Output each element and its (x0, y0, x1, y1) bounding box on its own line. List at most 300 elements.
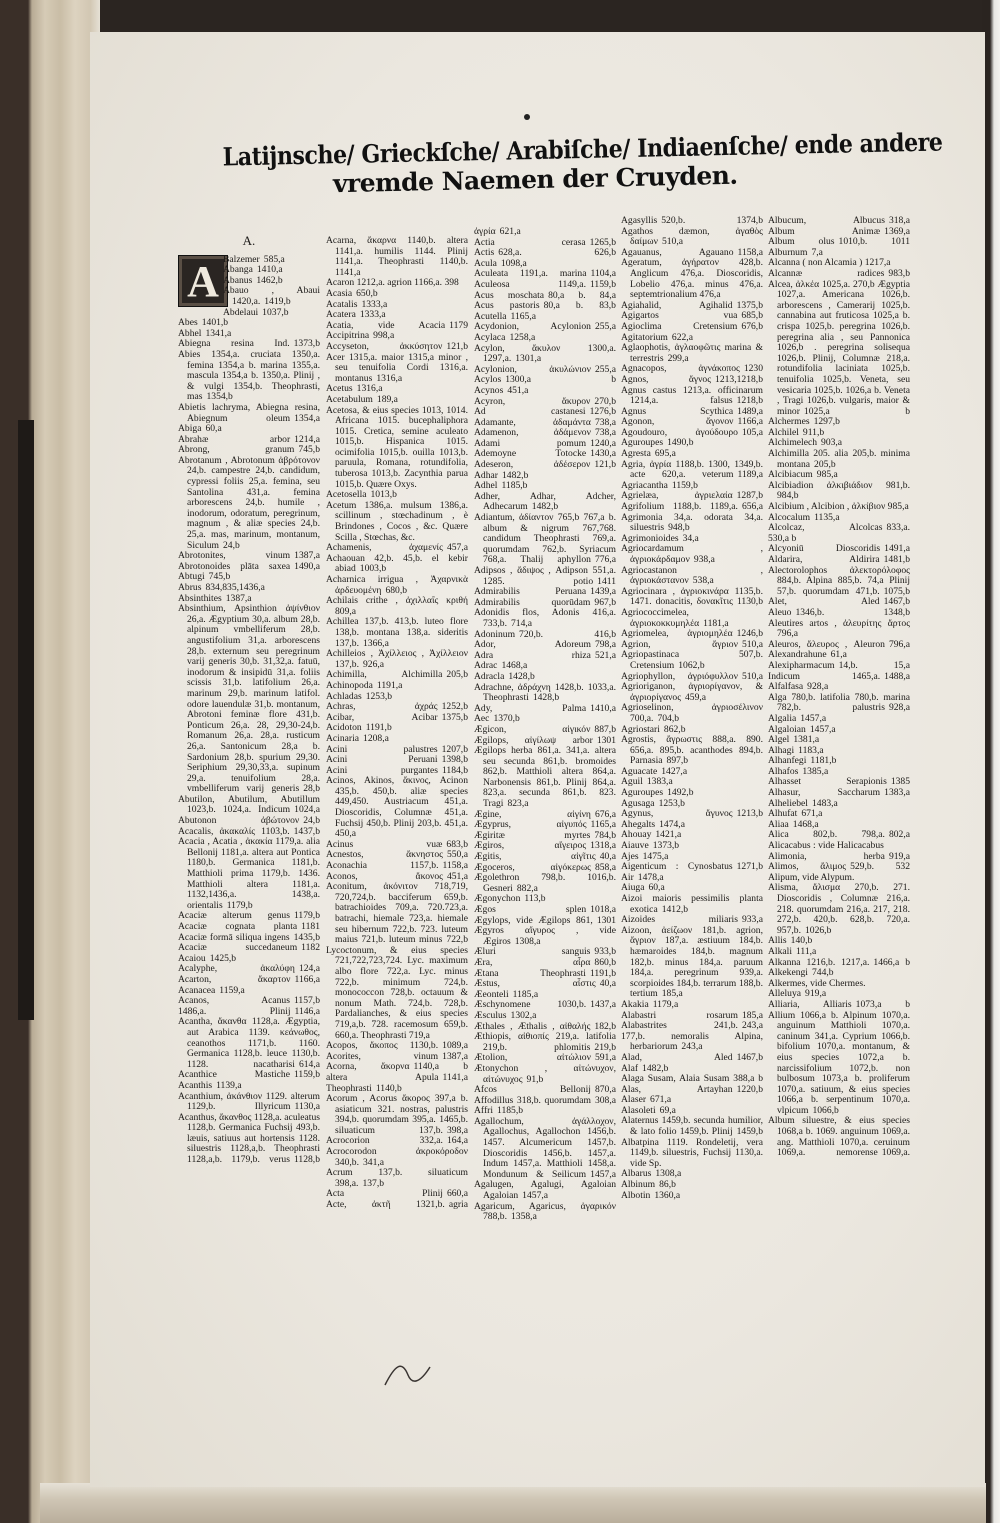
entry-page-reference: 1179 (449, 319, 468, 331)
entry-page-reference: 1141,a (442, 1071, 468, 1083)
entry-term: Abrotonites, vinum (178, 550, 291, 562)
index-entry (621, 1053, 763, 1064)
entry-page-reference: 1468,a (792, 818, 819, 830)
entry-page-reference: 270,b (594, 395, 616, 407)
entry-term: Adami pomum (474, 437, 587, 449)
entry-term: Aculeosa 1149,a. (474, 278, 586, 290)
entry-page-reference: 308,a (594, 1094, 616, 1106)
entry-term: Acetosa, & eius species 1013, 1014. Africana 1015. bucephaliphora 1015. Cretica, semine aculeato 1015,b. Hispanica 1015. ocimifolia 1015,b. ouilla 1013,b. paruula, Romana, rotundifolia, tuberosa 1013,b. Zacynthia parua 1015,b. Quære Oxys. (326, 404, 468, 490)
entry-term: Abhel (178, 327, 202, 339)
entry-page-reference: 1025,a b (803, 405, 910, 417)
entry-term: Acini Peruani (326, 754, 438, 766)
entry-term: Abanga (223, 264, 253, 276)
entry-page-reference: 926,a (362, 658, 385, 670)
entry-term: Absinthites (178, 592, 222, 604)
index-entry (621, 513, 763, 534)
entry-term: Alexipharmacum (768, 659, 835, 671)
entry-term: Aldarira, Aldirira (768, 554, 880, 565)
entry-term: Ageratum, ἀγήρατον 428,b. Anglicum 476,a. Dioscoridis, Lobelio 476,a. minus 476,a. septemtrionalium 476,a (621, 257, 763, 301)
entry-page-reference: 1308,a (655, 1168, 682, 1180)
entry-page-reference: 1354,b (206, 391, 233, 403)
entry-term: Adhel (474, 480, 498, 492)
entry-term: Actis (474, 247, 495, 259)
index-entry (326, 1094, 468, 1136)
entry-term: Acanthus, ἄκανθος 1128,a. aculeatus 1128,b. Germanica Fuchsij 493,b. læuis, satiuus aut hortensis 1128. siluestris 1128,a,b. Theophrasti 1128,a,b. 1179,b. verus (178, 1111, 320, 1166)
entry-term: Abdelaui (223, 306, 259, 318)
entry-page-reference: 796,a (888, 638, 910, 650)
entry-term: Acatia, vide Acacia (326, 319, 446, 331)
entry-term: Indicum 1465,a. (768, 670, 881, 682)
entry-page-reference: 1184,b (441, 764, 468, 776)
entry-page-reference: 1419,b (264, 295, 291, 307)
entry-term: Aizoides miliaris (621, 914, 738, 926)
book-cover-edge (18, 420, 34, 1020)
index-entry (474, 513, 616, 566)
entry-page-reference: 1218,b (736, 395, 763, 407)
entry-term: Alkekengi (768, 967, 808, 979)
entry-term: Album Animæ (768, 225, 881, 237)
entry-term: Acynos (474, 384, 504, 396)
entry-term: Algel (768, 734, 790, 746)
index-entry (326, 882, 468, 946)
index-entry (621, 258, 763, 300)
entry-page-reference: 219,b (594, 1041, 616, 1053)
entry-page-reference: 1341,a (205, 327, 232, 339)
entry-term: Aleutires artos , ἀλευρίτης ἄρτος 796,a (768, 617, 910, 640)
entry-term: Albotin (621, 1189, 651, 1201)
entry-page-reference: 105,a (741, 426, 763, 438)
entry-term: Agriococcimelea, ἀγριοκοκκυμηλέα (621, 606, 700, 629)
entry-term: Acatera (326, 309, 356, 321)
entry-page-reference: 1158,a (737, 246, 763, 258)
entry-page-reference: 1185,b (501, 480, 528, 492)
entry-term: Acylon, ἄκυλον 1300,a. 1297,a. (474, 342, 616, 365)
entry-term: Albatpina 1119. Rondeletij, vera 1149,b. siluestris, Fuchsij 1130,a. vide Sp. (621, 1136, 763, 1169)
index-entry (621, 1116, 763, 1137)
entry-term: Alicacabus : vide Halicacabus (768, 840, 884, 852)
entry-term: Absinthium, Apsinthion ἀψίνθιον 26,a. Ægyptium 30,a. album 28,b. alpinum vmbelliferum 28,b. angustifolium 31,a. arborescens 28,b. externum seu peregrinum varij generis 30,b. 31,32,a. fatuū, inodorum & insipidū 31,a. foliis scissis 31,b. latifolium 26,a. marinum 29,b. marinum latifol. odore lauendulæ 31,b. montanum, Abrotoni feminæ flore 431,b. Ponticum 26,a. 28, 29,30-24,b. Romanum 26,a. 28,a. rusticum 26,a. Santonicum 28,a b. Sardonium 28,b. spurium 29,30. Seriphium 29,30,33,a. supinum 29,a. tenuifolium 28,a. vmbelliferum varij generis (178, 603, 320, 795)
entry-term: Acutella (474, 310, 507, 322)
entry-page-reference: 933,b (594, 946, 616, 958)
entry-term: Acini palustres (326, 743, 438, 755)
entry-term: Agriacantha (621, 479, 668, 491)
entry-page-reference: 676,a (594, 808, 616, 820)
entry-term: Alabastri rosarum (621, 1009, 738, 1021)
entry-page-reference: 61,a (830, 649, 847, 661)
entry-term: Ador, Adoreum (474, 639, 591, 651)
entry-term: Acrum 137,b. siluaticum 398,a. (326, 1167, 468, 1189)
entry-term: Acus pastoris (474, 300, 540, 312)
entry-page-reference: 738,a (594, 427, 616, 439)
entry-page-reference: 1385 (890, 776, 910, 788)
entry-page-reference: 185,a (661, 988, 683, 1000)
entry-page-reference: 928,a (888, 702, 910, 714)
entry-term: Acinaria (326, 732, 360, 744)
entry-page-reference: 1191,b (365, 722, 392, 734)
entry-page-reference: 919,a (805, 988, 827, 1000)
entry-term: Balzemer (223, 253, 260, 265)
entry-page-reference: 985,a (816, 469, 838, 481)
entry-term: Algaloian (768, 723, 806, 735)
entry-page-reference: 621,a (499, 226, 521, 237)
index-entry (474, 344, 616, 365)
entry-term: Alhasset Serapionis (768, 776, 887, 788)
index-entry (178, 1092, 320, 1113)
index-entry (474, 1032, 616, 1053)
entry-page-reference: 550,a (446, 849, 468, 861)
entry-page-reference: 1189,a (737, 469, 763, 481)
entry-term: Alhufat (768, 808, 798, 820)
entry-page-reference: 459,a (685, 691, 707, 703)
entry-term: Agriocardamum , ἀγριοκάρδαμον (621, 543, 763, 565)
entry-page-reference: 121,b (594, 459, 616, 471)
entry-term: 1486,a. Plinij (178, 1005, 291, 1017)
entry-page-reference: 1467,b (736, 1051, 763, 1063)
entry-term: Agnacopos, ἀγνάκοπος (621, 363, 740, 375)
entry-term: Agriopastinaca 507,b. Cretensium (621, 649, 763, 671)
entry-term: Acyron, ἄκυρον (474, 395, 591, 407)
entry-page-reference: 91,b (526, 1073, 544, 1085)
entry-term: Acaiou (178, 952, 206, 964)
entry-page-reference: 1240,a (590, 437, 616, 449)
entry-term: Alfalfasa (768, 681, 804, 693)
entry-page-reference: 1128,b (293, 1154, 320, 1166)
entry-page-reference: 1158,a (442, 860, 468, 872)
entry-page-reference: 255,a (594, 363, 616, 375)
entry-term: Acasia (326, 287, 353, 299)
entry-term: Alhasur, Saccharum (768, 787, 881, 799)
entry-term: Aizoon, ἀείζωον 181,b. agrion, ἄγριον 187,a. æstiuum 184,b. hæmaroides 184,b. magnum 182,b. minus 184,a. paruum 184,a. peregrinum 939,a. scorpioides 184,b. terrarum 188,b. tertium (621, 924, 763, 1000)
entry-term: Agriomelea, ἀγριομηλέα (621, 628, 733, 640)
entry-term: Alaga Susam, Alaia Susam (621, 1073, 730, 1085)
ink-scribble-mark (380, 1355, 440, 1395)
index-entry (621, 544, 763, 565)
entry-term: Alasoleti (621, 1104, 656, 1116)
index-entry (474, 746, 616, 810)
entry-term: Acanthium, ἀκάνθιον 1129. alterum 1129,b. Illyricum (178, 1090, 320, 1113)
entry-page-reference: 86,b (659, 1179, 676, 1191)
entry-term: Afcos Bellonij (474, 1084, 591, 1096)
entry-term: Æluri sanguis (474, 946, 591, 958)
entry-page-reference: 745,b (208, 571, 231, 583)
entry-term: Alhagi (768, 744, 795, 756)
entry-term: Acorites, vinum (326, 1050, 439, 1062)
entry-term: Agrostis, ἄγρωστις 888,a. 890. 656,a. 895,b. acanthodes 894,b. Parnasia (621, 734, 763, 767)
entry-term: Ægitis, αἰγῖτις (474, 851, 596, 863)
index-entry (768, 1116, 910, 1158)
entry-term: Ætolion, αἰτώλιον (474, 1052, 591, 1064)
entry-term: Alkanna 1216,b. 1217,a. (768, 956, 870, 968)
entry-term: Ademoyne Totocke (474, 448, 587, 460)
entry-term: Æeonteli (474, 988, 509, 1000)
entry-page-reference: 1013,b (370, 489, 397, 501)
entry-page-reference: 189,a (376, 393, 398, 405)
entry-page-reference: 1482,b (501, 469, 529, 481)
entry-page-reference: 1276,b (589, 406, 616, 418)
entry-term: Alcolcaz, Alcolcas (768, 522, 883, 534)
entry-page-reference: 720,b. 416,b (519, 628, 616, 640)
entry-page-reference: 1300,a b (505, 374, 616, 386)
entry-term: Aiauve (621, 840, 649, 852)
entry-term: Alcyoniū Dioscoridis (768, 543, 881, 555)
entry-page-reference: 1333,a (361, 298, 388, 310)
entry-term: Alabastrites 241,b. (621, 1020, 738, 1032)
entry-term: Alchimelech (768, 437, 818, 449)
index-entry (326, 1168, 468, 1189)
index-entry (474, 1064, 616, 1085)
index-entry (768, 1011, 910, 1117)
entry-term: Alet, Aled (768, 596, 880, 608)
entry-page-reference: 1159,b (589, 278, 616, 290)
entry-term: Alaternus 1459,b. secunda humilior, & lato folio 1459,b. Plinij (621, 1115, 763, 1138)
entry-page-reference: 744,b (811, 967, 834, 979)
index-entry (474, 566, 616, 587)
index-entry (326, 617, 468, 649)
entry-term: Acarton, ἄκαρτον (178, 973, 291, 985)
entry-term: Adeseron, ἀδέσερον (474, 459, 591, 471)
index-column-4 (621, 216, 763, 1201)
entry-page-reference: 1462,b (256, 274, 283, 286)
entry-term: Abes (178, 317, 198, 329)
entry-page-reference: 1301 (596, 734, 616, 746)
entry-term: Acylos (474, 374, 502, 386)
entry-page-reference: 1179,b (293, 910, 320, 922)
entry-page-reference: 1208,a (363, 732, 389, 744)
entry-page-reference: 862,b (663, 723, 686, 735)
entry-term: Abies 1354,a. cruciata 1350,a. femina 1354,a b. marina 1355,a. mascula 1354,a b. 1350,a. Plinij , & vulgi 1354,b. Theophrasti, mas (178, 348, 320, 403)
index-entry (474, 926, 616, 947)
entry-page-reference: 1383,a (884, 787, 910, 799)
entry-term: Air (621, 871, 634, 883)
entry-term: Acaciæ formā siliqua ingens (178, 931, 290, 943)
entry-term: Alad, Aled (621, 1051, 733, 1063)
entry-page-reference: 510,a (741, 670, 763, 682)
entry-term: Aizoi maioris pessimilis planta exotica (621, 893, 763, 915)
entry-page-reference: 614,a (298, 1058, 320, 1070)
entry-term: Acidoton (326, 722, 362, 734)
entry-page-reference: 1490,a (294, 560, 320, 572)
printer-mark-dot (524, 114, 530, 120)
entry-page-reference: 1003,b (359, 563, 387, 575)
title-line-2: vremde Naemen der Cruyden. (332, 160, 738, 199)
entry-term: Alburnum (768, 246, 808, 258)
entry-page-reference: 529,b. 532 (850, 861, 910, 873)
index-entry (621, 703, 763, 724)
entry-page-reference: 1182 (301, 942, 320, 954)
entry-page-reference: 1159,b (293, 1069, 320, 1081)
entry-page-reference: 776,a (594, 554, 616, 566)
entry-page-reference: 622,a (671, 331, 693, 343)
index-entry (474, 608, 616, 629)
entry-page-reference: 938,a (693, 554, 715, 565)
entry-page-reference: 1346,b. 1348,b (795, 606, 910, 618)
entry-term: Aiuga (621, 882, 645, 894)
entry-page-reference: 1398,b (441, 754, 468, 766)
index-entry (326, 1200, 468, 1211)
entry-page-reference: 860,b (594, 956, 616, 968)
entry-term: Achras, ἀχράς (326, 701, 438, 713)
entry-term: Æstus, αἶστις (474, 978, 596, 990)
entry-term: Achilais crithe , ἀχιλλαΐς κριθή 809,a (326, 595, 468, 617)
entry-page-reference: 1381,a (793, 734, 820, 746)
entry-page-reference: 1427,a (661, 765, 688, 777)
entry-term: Acanacea (178, 984, 216, 996)
index-entry (768, 883, 910, 936)
entry-page-reference: 1428,b (508, 670, 535, 682)
entry-term: Achaouan 42,b. 45,b. el kebir abiad (326, 552, 468, 575)
entry-page-reference: 1466,a b (873, 956, 910, 968)
index-entry (178, 837, 320, 911)
entry-page-reference: 1213,b (736, 808, 763, 820)
entry-page-reference: 745,b (298, 444, 320, 456)
entry-page-reference: 521,a (594, 649, 616, 661)
entry-term: Achilleios , Ἀχίλλειος , Ἀχίλλειον 137,b. (326, 648, 468, 670)
entry-term: altera Apula (326, 1071, 439, 1083)
entry-page-reference: 510,a (661, 236, 683, 248)
entry-term: Acula (474, 257, 497, 269)
entry-term: Ady, Palma (474, 702, 587, 714)
entry-page-reference: 1457,a (522, 1190, 549, 1202)
entry-term: Alheliebel (768, 797, 808, 809)
index-column-2 (326, 236, 468, 1211)
entry-term: Alkali (768, 945, 792, 957)
entry-term: Acta Plinij (326, 1188, 443, 1200)
entry-page-reference: 680,b (385, 584, 408, 596)
entry-term: Aleuo (768, 606, 792, 618)
entry-page-reference: 1166,a (737, 416, 763, 428)
entry-page-reference: 1475,a (642, 850, 669, 862)
entry-page-reference: 967,b (594, 596, 616, 608)
entry-term: Lycoctonum, & eius species 721,722,723,724. Lyc. maximum albo flore 722,a. Lyc. minus 722,b. minimum 724,b. monococcon 728,b. octauum & nonum Math. 724,b. 728,b. Pardalianches, & eius species 719,a,b. 728. racemosum 659,b. 660,a. Theophrasti 719,a (326, 944, 468, 1041)
entry-page-reference: 1316,a (376, 372, 403, 384)
entry-term: Alcannæ radices (768, 267, 885, 279)
entry-term: Allis (768, 935, 787, 947)
entry-page-reference: 1179,a (652, 998, 679, 1010)
index-entry (326, 236, 468, 278)
entry-term: Abauo , Abaui 1420,a. (223, 285, 320, 307)
entry-page-reference: 124,a (298, 963, 320, 975)
index-entry (326, 554, 468, 575)
index-entry (768, 449, 910, 470)
entry-page-reference: 1488,a (884, 670, 910, 682)
entry-page-reference: 1482,b (531, 501, 559, 513)
entry-term: Alisma, ἄλισμα 270,b. 271. Dioscoridis , Columnæ 216,a. 218. quorumdam 216,a. 217, 218. 272,b. 420,b. 628,b. 720,a. 957,b. (768, 882, 910, 936)
entry-term: Acopos, ἄκοπος 1130,b. (326, 1040, 439, 1052)
entry-term: Ægine, αἰγίνη (474, 808, 591, 820)
entry-term: Agriocastanon , ἀγριοκάστανον (621, 564, 763, 587)
entry-page-reference: 1439,a (590, 586, 616, 598)
entry-page-reference: 683,b (446, 838, 468, 850)
entry-term: Alchermes (768, 416, 810, 428)
entry-term: Alga 780,b. latifolia 780,b. marina 782,b. palustris (768, 691, 910, 714)
entry-term: Ægolethron 798,b. 1016,b. Gesneri (474, 872, 616, 894)
entry-term: Alcanna ( non Alcamia ) 1217,a (768, 257, 891, 269)
entry-term: Abutonon ἀβώτονον (178, 815, 300, 827)
entry-page-reference: 1421,a (655, 829, 682, 841)
index-entry (178, 604, 320, 795)
entry-page-reference: 1302,a (510, 1009, 537, 1021)
index-entry (768, 280, 910, 418)
entry-page-reference: 1062,b (678, 659, 705, 671)
entry-page-reference: 1220,b (736, 1083, 763, 1095)
entry-term: Alica 802,b. 798,a. (768, 829, 885, 841)
entry-term: Agoudouro, ἀγούδουρο (621, 426, 738, 438)
entry-term: Acus moschata (474, 289, 545, 301)
entry-term: Ahegalts (621, 818, 656, 830)
entry-page-reference: 685,b (741, 310, 763, 322)
index-entry (178, 795, 320, 816)
entry-page-reference: 1383,a (646, 776, 673, 788)
entry-page-reference: 137,b (362, 1177, 385, 1189)
entry-term: Agauanus, Agauano (621, 246, 734, 258)
entry-page-reference: 1066,b (812, 1104, 839, 1116)
entry-term: Aleuros, ἄλευρος , Aleuron (768, 638, 885, 650)
index-column-5 (768, 216, 910, 1159)
entry-page-reference: 1181,b (810, 755, 837, 767)
entry-term: 530,a b (768, 532, 797, 544)
entry-term: Acer 1315,a. maior 1315,a minor , seu tenuifolia Cordi 1316,a. montanus (326, 351, 468, 384)
entry-term: Abrotanum , Abrotonum ἀβρότονον 24,b. campestre 24,b. candidum, cypressi foliis 25,a. femina, seu Santolina 431,a. femina arborescens 24,b. humile , inodorum, odoratum, peregrinum, magnum , & aliæ species 24,b. 25,a. mas, marinum, montanum, Siculum (178, 454, 320, 551)
entry-page-reference: 34,a (682, 532, 699, 544)
entry-term: Acrocorodon ἀκροκόροδον 340,b. (326, 1146, 468, 1168)
entry-term: Adiantum, ἀδίαντον 765,b 767,a b. album & nigrum 767,768. candidum Theophrasti 769,a. quorumdam 762,b. Syriacum 768,a. Thalij aphyllon (474, 512, 616, 566)
entry-page-reference: 834,835,1436,a (205, 582, 265, 593)
entry-page-reference: 243,a (681, 1041, 703, 1053)
entry-term: Agonon, ἄγονον (621, 416, 734, 428)
index-entry (178, 1017, 320, 1070)
entry-term: Agrioriganon, ἀγριορίγανον, & ἀγριορίγανος (621, 681, 763, 703)
entry-term: Acetum 1386,a. mulsum 1386,a. scillinum , stœchadinum , è Brindones , Cocos , &c. Quære Scilla , Stœchas, &c. (326, 499, 468, 543)
entry-term: Agaricum, Agaricus, ἀγαρικόν 788,b. (474, 1200, 616, 1223)
entry-term: Agiahalid, Agihalid (621, 299, 733, 311)
entry-page-reference: 1010,b. 1011 (838, 236, 910, 248)
entry-term: Acorna, ἄκορνα (326, 1061, 410, 1073)
entry-term: Achinopoda (326, 679, 373, 691)
entry-page-reference: 1385,a (802, 765, 829, 777)
entry-term: Adonidis flos, Adonis 416,a. 733,b. (474, 607, 616, 629)
index-entry (326, 946, 468, 1041)
entry-term: Aguil (621, 776, 643, 788)
entry-page-reference: 140,b (790, 935, 813, 947)
entry-page-reference: 1139,a (216, 1079, 242, 1091)
index-entry (621, 566, 763, 587)
entry-term: Agnus Scythica (621, 405, 734, 417)
entry-page-reference: 722,b (446, 934, 468, 946)
entry-page-reference: 897,b (666, 755, 689, 767)
entry-page-reference: 1214,a (294, 433, 320, 445)
entry-page-reference: 24,b (303, 815, 320, 827)
entry-page-reference: 704,b (657, 712, 680, 724)
entry-term: Agioclima Cretensium (621, 320, 738, 332)
index-entry (621, 608, 763, 629)
entry-term: Theophrasti (326, 1082, 372, 1094)
entry-term: Acini purgantes (326, 764, 438, 776)
entry-term: Acylonion, ἀκυλώνιον (474, 363, 591, 375)
page-edges-left (0, 0, 100, 1523)
entry-page-reference: 1366,a (362, 637, 389, 649)
entry-page-reference: 1308,a (514, 935, 541, 947)
entry-term: Alimonia, herba (768, 850, 885, 862)
entry-term: Achimilla, Alchimilla (326, 669, 443, 681)
entry-page-reference: 833,a. (886, 522, 910, 534)
index-entry (326, 575, 468, 596)
entry-term: Acetosella (326, 489, 367, 501)
entry-page-reference: 40,a (599, 978, 616, 990)
index-entry (474, 683, 616, 704)
entry-term: Agrimonia 34,a. odorata 34,a. siluestris (621, 511, 763, 534)
entry-page-reference: 1181 (301, 921, 320, 932)
entry-page-reference: 7,a (811, 246, 823, 258)
